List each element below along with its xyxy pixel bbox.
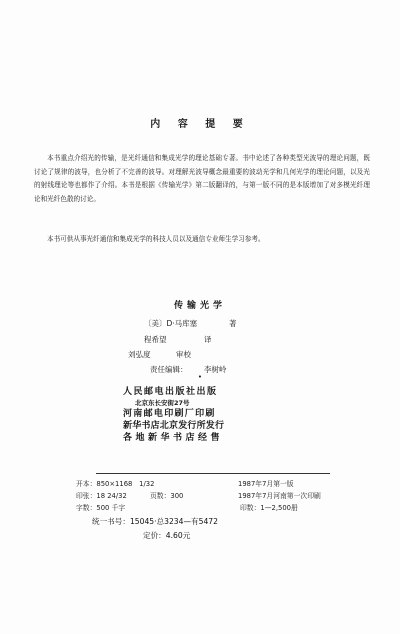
spec-format-value: 850×1168 1/32 xyxy=(96,480,155,488)
editor-label: 责任编辑： xyxy=(150,365,188,374)
spec-pages xyxy=(150,490,183,500)
spec-format-label: 开本： xyxy=(76,480,97,488)
book-title: 传输光学 xyxy=(173,301,226,311)
divider-rule xyxy=(96,473,330,474)
summary-heading: 内 容 提 要 xyxy=(150,119,250,130)
spec-price-label: 定价： xyxy=(143,531,166,540)
spec-isbn-value: 15045·总3234—有5472 xyxy=(129,517,218,526)
separator-dot: • xyxy=(197,373,203,381)
spec-pages-value: 300 xyxy=(170,492,184,500)
author-name: 〔美〕D·马库塞 xyxy=(144,319,198,328)
publisher-block xyxy=(123,386,313,444)
spec-words-label: 字数： xyxy=(76,504,97,512)
summary-paragraph-1-text: 本书重点介绍光的传输，是光纤通信和集成光学的理论基础专著。书中论述了各种类型光波导的理论问题，既讨论了规律的波导，也分析了不完善的波导。对理解光波导概念最重要的波动光学和几何光学的理论问题，以及光的射线理论等也都作了介绍。本书是根据《传输光学》第二版翻译的，与第一版不同的是本版增加了对多模光纤理论和光纤色散的讨论。 xyxy=(34,154,370,203)
translator-role: 译 xyxy=(204,335,212,344)
spec-format xyxy=(76,478,154,488)
retailer-name: 各地新华书店经售 xyxy=(123,433,224,443)
printer-name: 河南邮电印刷厂印刷 xyxy=(123,409,216,419)
publisher-address: 北京东长安街27号 xyxy=(135,399,190,407)
spec-sheets-label: 印张： xyxy=(76,492,97,500)
spec-price-value: 4.60元 xyxy=(165,531,191,540)
reviewer-role: 审校 xyxy=(176,350,191,359)
spec-printing: 1987年7月河南第一次印刷 xyxy=(238,492,321,500)
spec-edition: 1987年7月第一版 xyxy=(238,480,294,488)
summary-paragraph-1 xyxy=(34,152,370,206)
editor-name: 李树岭 xyxy=(204,365,227,374)
spec-price xyxy=(143,530,190,541)
spec-sheets-value: 18 24/32 xyxy=(96,492,127,500)
translator-name: 程希望 xyxy=(144,335,167,344)
distributor-name: 新华书店北京发行所发行 xyxy=(123,421,225,431)
spec-pages-label: 页数： xyxy=(150,492,171,500)
spec-isbn-label: 统一书号： xyxy=(92,517,130,526)
spec-words xyxy=(76,502,125,512)
spec-print-run-label: 印数： xyxy=(240,504,261,512)
summary-paragraph-2-text: 本书可供从事光纤通信和集成光学的科技人员以及通信专业师生学习参考。 xyxy=(47,235,265,243)
spec-words-value: 500 千字 xyxy=(96,504,126,512)
author-role: 著 xyxy=(229,319,237,328)
spec-sheets xyxy=(76,490,127,500)
spec-print-run xyxy=(240,502,298,512)
summary-paragraph-2 xyxy=(34,233,370,247)
spec-print-run-value: 1—2,500册 xyxy=(260,504,298,512)
reviewer-name: 刘弘度 xyxy=(128,350,151,359)
spec-isbn xyxy=(92,516,218,527)
publisher-name: 人民邮电出版社出版 xyxy=(123,387,218,397)
